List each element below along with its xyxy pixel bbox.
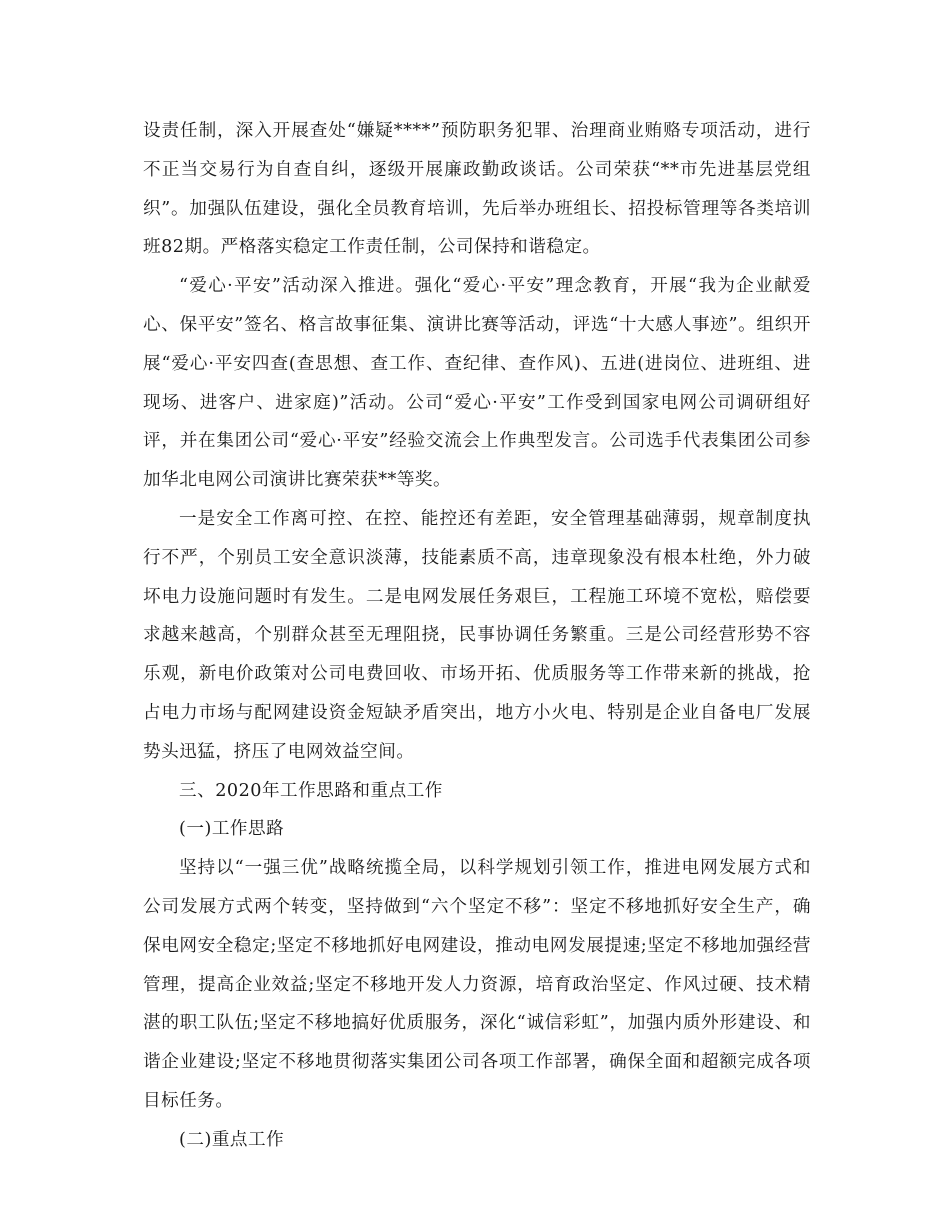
document-page — [143, 112, 811, 1160]
paragraph-love-safety: “爱心·平安”活动深入推进。强化“爱心·平安”理念教育，开展“我为企业献爱心、保平安”签名、格言故事征集、演讲比赛等活动，评选“十大感人事迹”。组织开展“爱心·平安四查(查思想、查工作、查纪律、查作风)、五进(进岗位、进班组、进现场、进客户、进家庭)”活动。公司“爱心·平安”工作受到国家电网公司调研组好评，并在集团公司“爱心·平安”经验交流会上作典型发言。公司选手代表集团公司参加华北电网公司演讲比赛荣获**等奖。 — [143, 276, 811, 491]
sub-heading-key-work: (二)重点工作 — [179, 1129, 285, 1150]
paragraph-problems: 一是安全工作离可控、在控、能控还有差距，安全管理基础薄弱，规章制度执行不严，个别员工安全意识淡薄，技能素质不高，违章现象没有根本杜绝，外力破坏电力设施问题时有发生。二是电网发展任务艰巨，工程施工环境不宽松，赔偿要求越来越高，个别群众甚至无理阻挠，民事协调任务繁重。三是公司经营形势不容乐观，新电价政策对公司电费回收、市场开拓、优质服务等工作带来新的挑战，抢占电力市场与配网建设资金短缺矛盾突出，地方小火电、特别是企业自备电厂发展势头迅猛，挤压了电网效益空间。 — [143, 508, 811, 762]
section-heading: 三、2020年工作思路和重点工作 — [179, 780, 443, 801]
sub-heading-work-ideas: (一)工作思路 — [179, 819, 285, 840]
paragraph-responsibility: 设责任制，深入开展查处“嫌疑****”预防职务犯罪、治理商业贿赂专项活动，进行不正当交易行为自查自纠，逐级开展廉政勤政谈话。公司荣获“**市先进基层党组织”。加强队伍建设，强化全员教育培训，先后举办班组长、招投标管理等各类培训班82期。严格落实稳定工作责任制，公司保持和谐稳定。 — [143, 121, 811, 258]
paragraph-work-ideas: 坚持以“一强三优”战略统揽全局，以科学规划引领工作，推进电网发展方式和公司发展方式两个转变，坚持做到“六个坚定不移”：坚定不移地抓好安全生产，确保电网安全稳定;坚定不移地抓好电网建设，推动电网发展提速;坚定不移地加强经营管理，提高企业效益;坚定不移地开发人力资源，培育政治坚定、作风过硬、技术精湛的职工队伍;坚定不移地搞好优质服务，深化“诚信彩虹”，加强内质外形建设、和谐企业建设;坚定不移地贯彻落实集团公司各项工作部署，确保全面和超额完成各项目标任务。 — [143, 858, 811, 1111]
